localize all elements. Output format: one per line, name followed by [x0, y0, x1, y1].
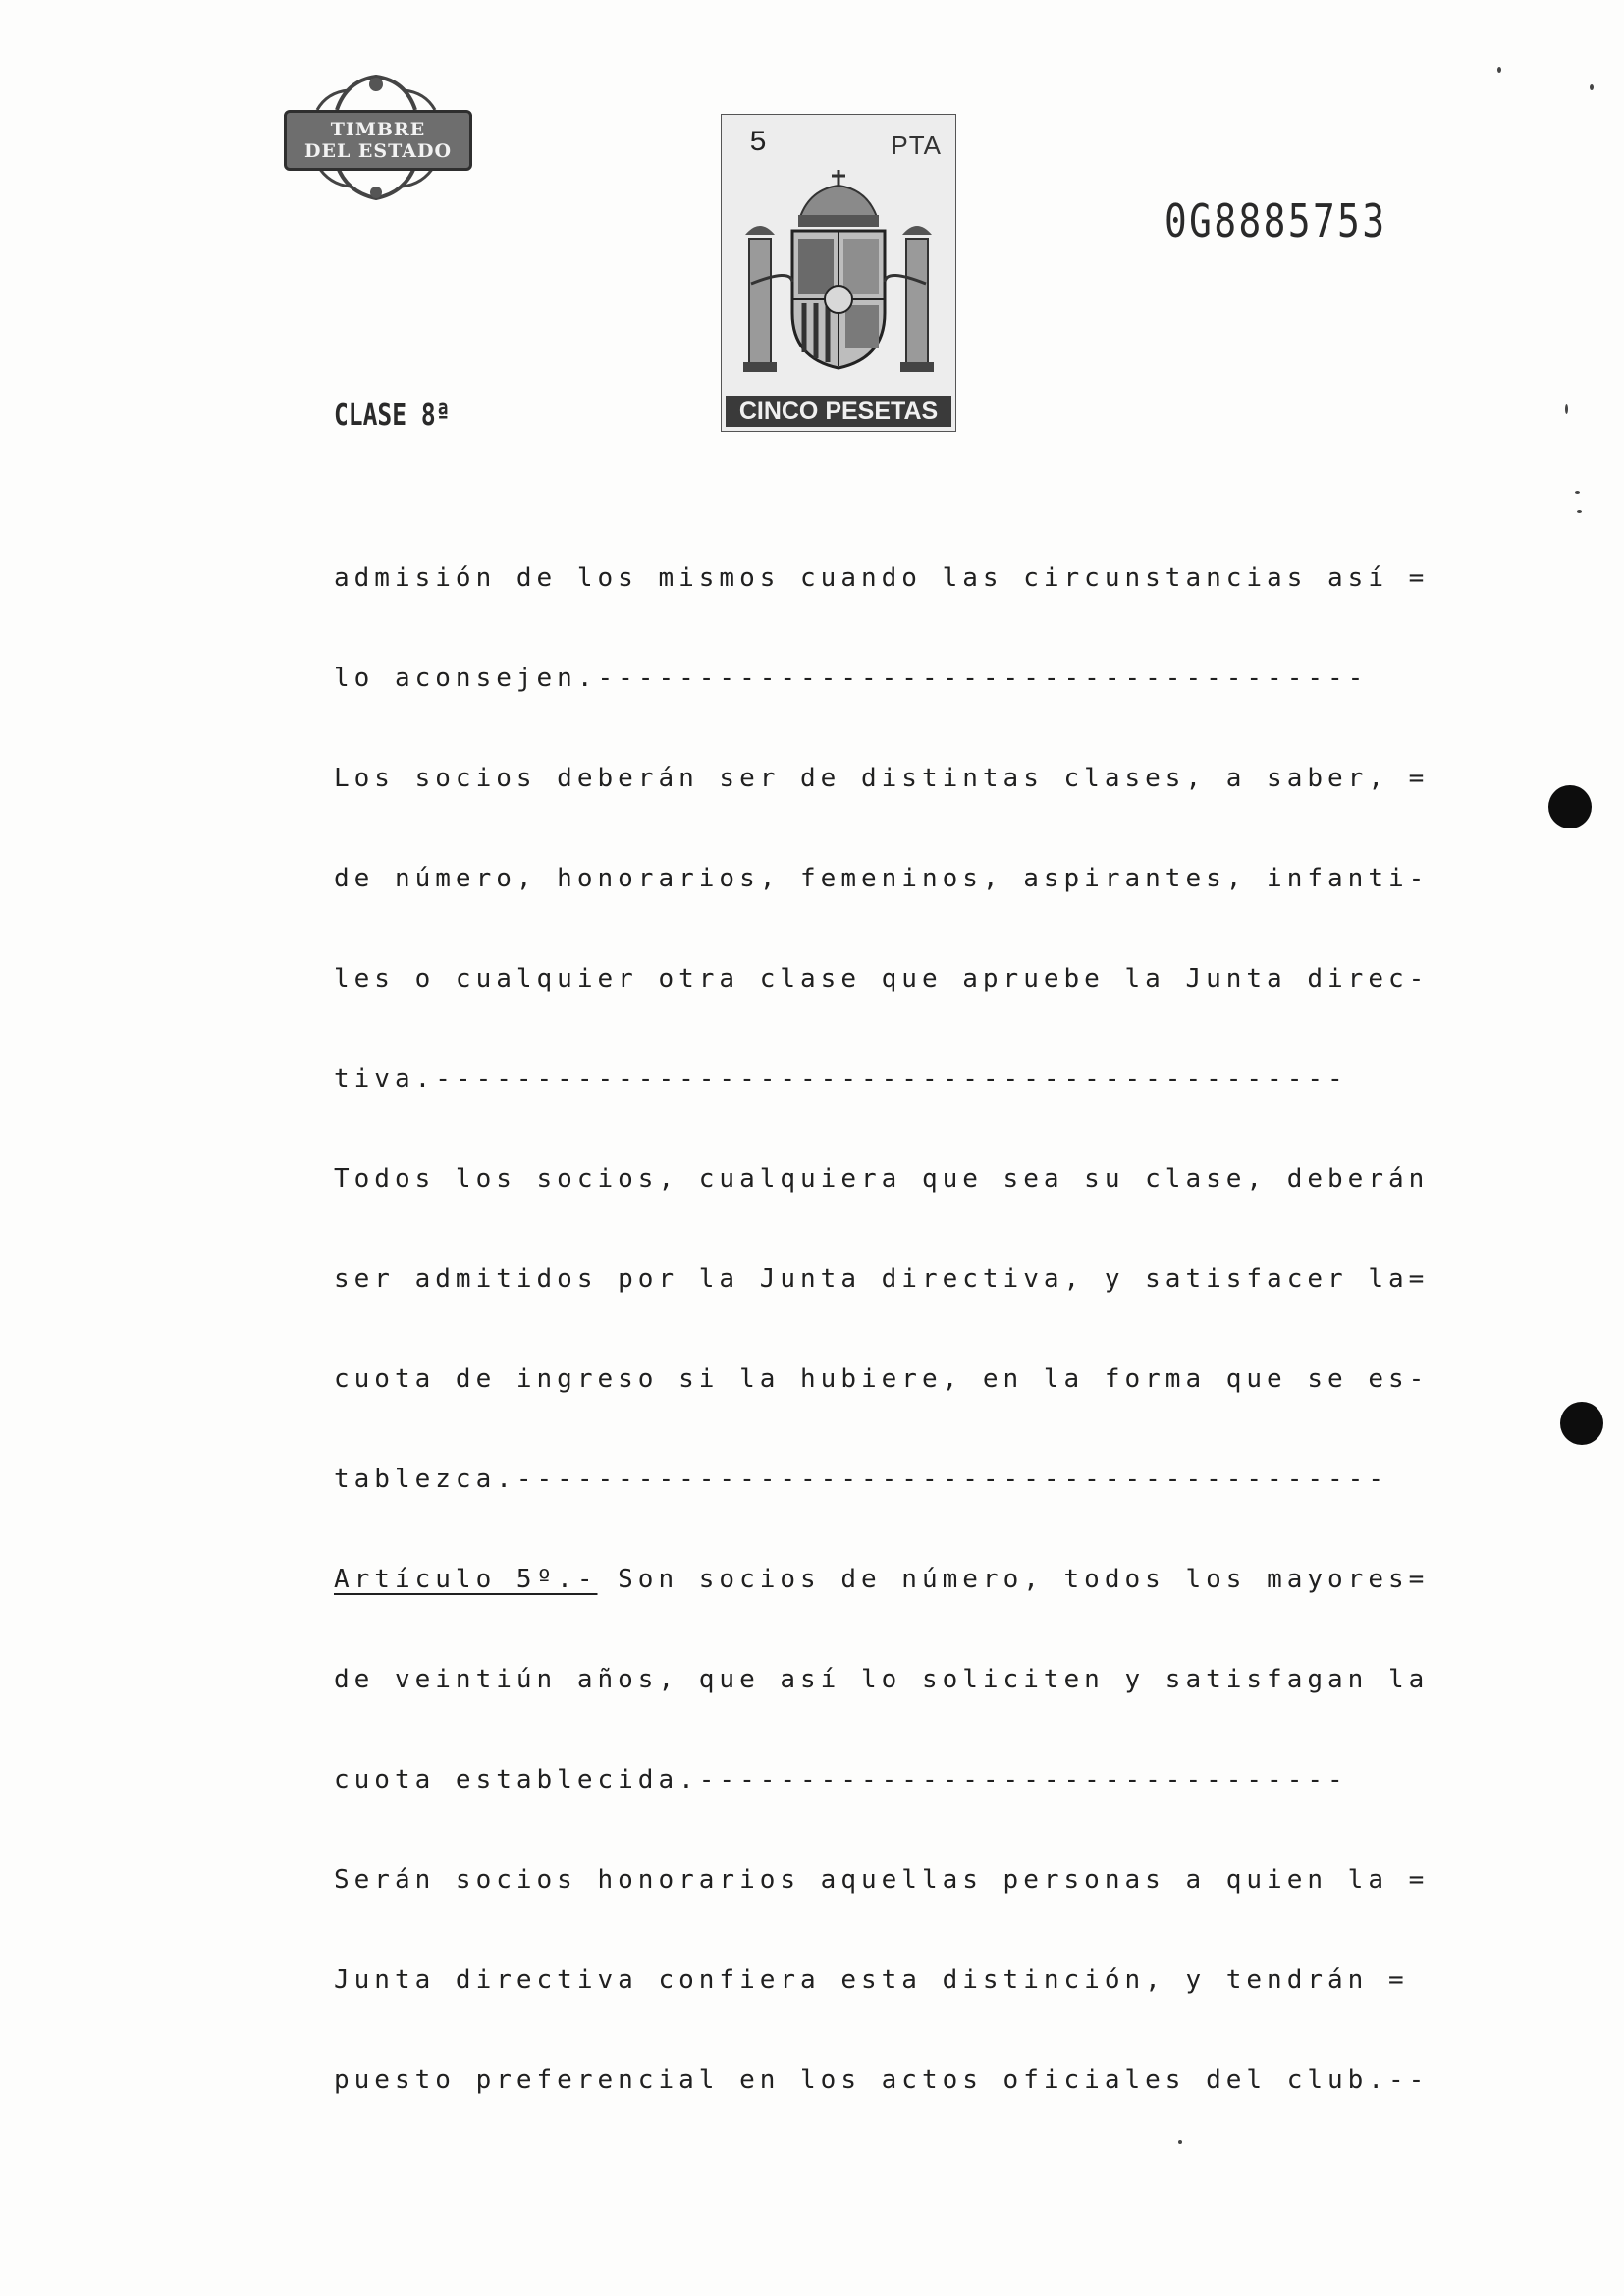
text-line: lo aconsejen.--------------------------------------: [334, 664, 1369, 693]
serial-number: 0G8885753: [1164, 194, 1387, 247]
text-line: Serán socios honorarios aquellas personas a quien la =: [334, 1865, 1430, 1895]
paper-speck: [1497, 67, 1501, 73]
article-text: [598, 1565, 619, 1594]
timbre-del-estado-seal: [278, 67, 474, 208]
paper-speck: [1577, 510, 1582, 513]
revenue-stamp: [721, 114, 956, 432]
text-line: Junta directiva confiera esta distinción, y tendrán =: [334, 1965, 1409, 1995]
text-line: cuota de ingreso si la hubiere, en la forma que se es-: [334, 1364, 1430, 1394]
text-line: cuota establecida.--------------------------------: [334, 1765, 1348, 1794]
text-line: de número, honorarios, femeninos, aspirantes, infanti-: [334, 864, 1430, 893]
paper-speck: [1590, 84, 1594, 90]
stamp-value: 5: [749, 127, 768, 160]
text-line: Los socios deberán ser de distintas clases, a saber, =: [334, 764, 1430, 793]
text-line: ser admitidos por la Junta directiva, y satisfacer la=: [334, 1264, 1430, 1294]
text-line: de veintiún años, que así lo soliciten y satisfagan la: [334, 1665, 1430, 1694]
article-line: [334, 1565, 1434, 1604]
paper-speck: [1565, 404, 1568, 414]
paper-speck: [1575, 491, 1580, 494]
punch-hole: [1548, 785, 1592, 828]
seal-line-2: DEL ESTADO: [303, 140, 452, 162]
article-text: Son socios de número, todos los mayores=: [618, 1565, 1430, 1594]
text-line: tiva.---------------------------------------------: [334, 1064, 1348, 1094]
stamp-label: CINCO PESETAS: [726, 396, 951, 427]
article-heading: Artículo 5º.-: [334, 1565, 598, 1594]
text-line: admisión de los mismos cuando las circunstancias así =: [334, 563, 1430, 593]
text-line: Todos los socios, cualquiera que sea su clase, deberán: [334, 1164, 1430, 1194]
stamp-unit: PTA: [891, 131, 942, 160]
punch-hole: [1560, 1402, 1603, 1445]
seal-line-1: TIMBRE: [330, 119, 426, 140]
coat-of-arms-icon: [731, 166, 946, 388]
text-line: tablezca.-------------------------------------------: [334, 1465, 1388, 1494]
text-line: les o cualquier otra clase que apruebe la Junta direc-: [334, 964, 1430, 993]
clase-label: CLASE 8ª: [334, 399, 451, 433]
text-line: puesto preferencial en los actos oficiales del club.--: [334, 2065, 1430, 2095]
paper-speck: [1178, 2140, 1182, 2144]
